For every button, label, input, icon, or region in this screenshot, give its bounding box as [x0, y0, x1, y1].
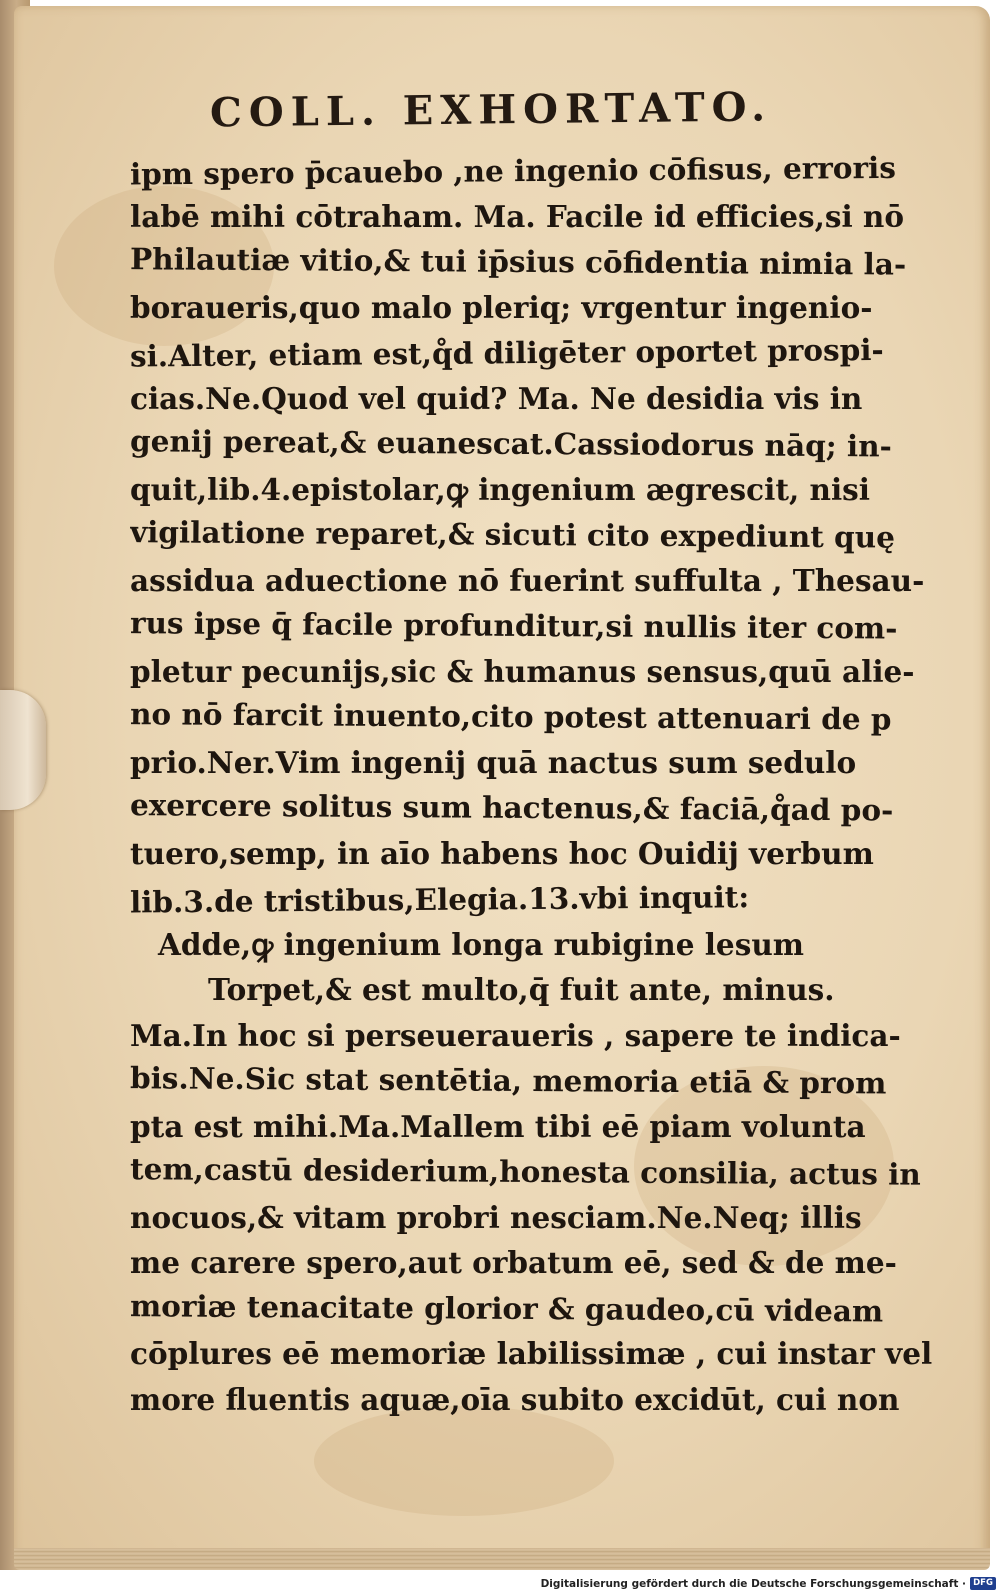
text-line: Philautiæ vitio,& tui ip̄sius cōfidentia nimia la-	[129, 241, 907, 282]
text-line: assidua aduectione nō fuerint suffulta , Thesau-	[130, 562, 925, 598]
verse-line: Torpet,& est multo,q̄ fuit ante, minus.	[208, 972, 835, 1007]
text-line: pletur pecunijs,sic & humanus sensus,quū alie-	[130, 653, 915, 689]
text-line: rus ipse q̄ facile profunditur,si nullis iter com-	[129, 605, 898, 646]
text-line: cias.Ne.Quod vel quid? Ma. Ne desidia vis in	[130, 380, 863, 416]
text-line: vigilatione reparet,& sicuti cito expediunt quę	[129, 514, 896, 555]
text-line: lib.3.de tristibus,Elegia.13.vbi inquit:	[129, 879, 750, 920]
text-line: nocuos,& vitam probri nesciam.Ne.Neq; illis	[130, 1199, 862, 1235]
book-clasp	[0, 690, 46, 810]
body-text	[130, 148, 940, 1422]
text-line: more fluentis aquæ,oīa subito excidūt, cui non	[130, 1381, 900, 1417]
text-line: Ma.In hoc si perseueraueris , sapere te indica-	[130, 1017, 901, 1053]
text-line: pta est mihi.Ma.Mallem tibi eē piam volunta	[130, 1108, 866, 1144]
text-line: tuero,semp, in aīo habens hoc Ouidij verbum	[130, 835, 874, 871]
text-line: prio.Ner.Vim ingenij quā nactus sum sedulo	[130, 744, 857, 780]
text-line: cōplures eē memoriæ labilissimæ , cui instar vel	[130, 1336, 933, 1371]
digitization-credit: Digitalisierung gefördert durch die Deutsche Forschungsgemeinschaft ·	[540, 1578, 966, 1590]
paper-stain	[314, 1406, 614, 1516]
text-line: quit,lib.4.epistolar,ꝙ ingenium ægrescit, nisi	[130, 471, 870, 507]
text-line: labē mihi cōtraham. Ma. Facile id efficies,si nō	[130, 198, 905, 234]
text-line: ipm spero p̄cauebo ,ne ingenio cōfisus, erroris	[129, 149, 897, 192]
text-line: bis.Ne.Sic stat sentētia, memoria etiā & prom	[129, 1060, 887, 1101]
text-line: no nō farcit inuento,cito potest attenuari de p	[129, 696, 892, 737]
text-line: boraueris,quo malo pleriq; vrgentur ingenio-	[130, 289, 873, 325]
text-line: exercere solitus sum hactenus,& faciā,q̊ad po-	[129, 787, 894, 828]
page-block-edge	[14, 1548, 990, 1570]
verse-line: Adde,ꝙ ingenium longa rubigine lesum	[158, 926, 804, 962]
running-head: COLL. EXHORTATO.	[209, 83, 773, 137]
dfg-logo: DFG	[970, 1577, 996, 1590]
text-line: si.Alter, etiam est,q̊d diligēter oportet prospi-	[129, 331, 884, 374]
text-line: me carere spero,aut orbatum eē, sed & de me-	[130, 1245, 897, 1280]
text-line: genij pereat,& euanescat.Cassiodorus nāq; in-	[129, 423, 892, 464]
text-line: moriæ tenacitate glorior & gaudeo,cū videam	[129, 1287, 884, 1328]
text-line: tem,castū desiderium,honesta consilia, actus in	[129, 1151, 921, 1192]
